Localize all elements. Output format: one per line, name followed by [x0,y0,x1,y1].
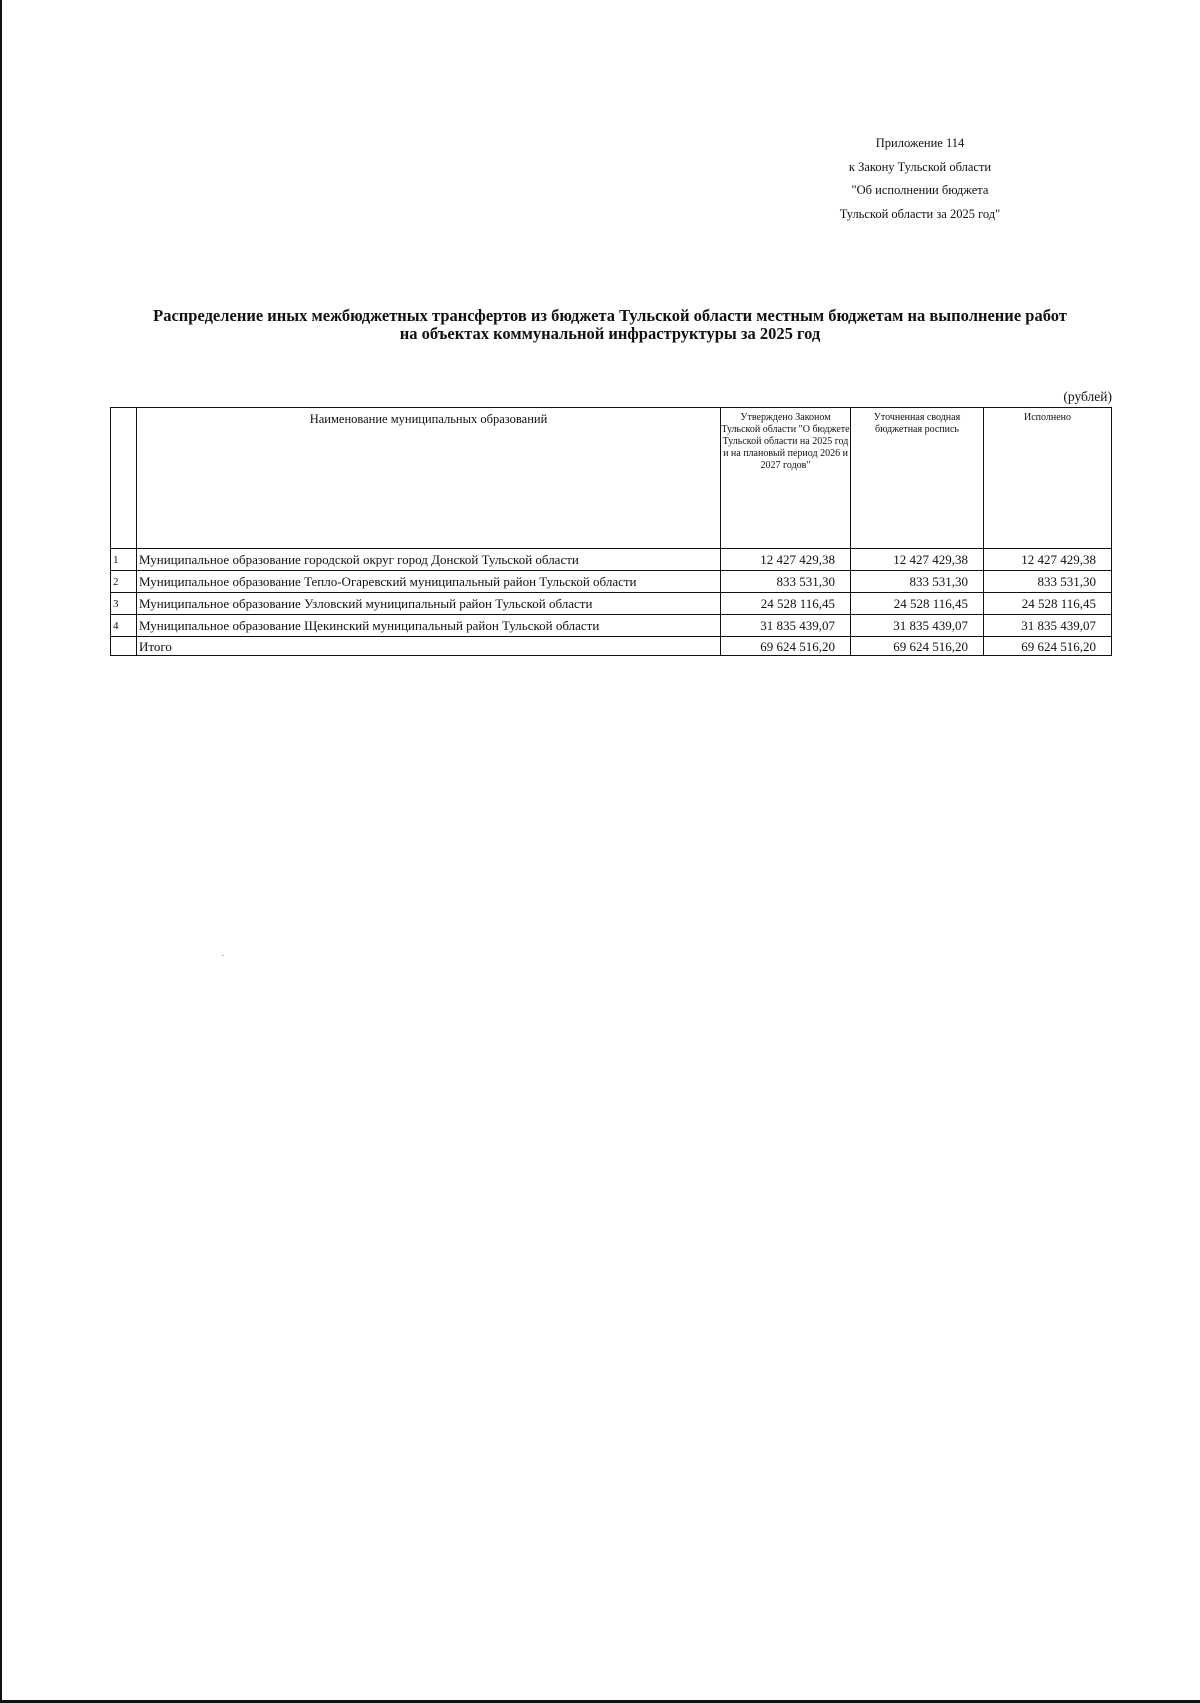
row-executed: 833 531,30 [984,571,1112,593]
total-revised: 69 624 516,20 [851,637,984,656]
appendix-line-2: к Закону Тульской области [848,159,992,174]
unit-label: (рублей) [1063,389,1112,404]
appendix-note [790,132,1050,226]
row-name: Муниципальное образование городской округ город Донской Тульской области [137,549,721,571]
row-number: 4 [111,615,137,637]
scan-speck [222,955,224,956]
table-total-row [111,637,1112,656]
table-row [111,615,1112,637]
header-executed: Исполнено [984,408,1112,549]
table-row [111,593,1112,615]
row-approved: 31 835 439,07 [721,615,851,637]
row-number: 2 [111,571,137,593]
title-line-2: на объектах коммунальной инфраструктуры за 2025 год [399,324,821,343]
row-name: Муниципальное образование Тепло-Огаревский муниципальный район Тульской области [137,571,721,593]
row-approved: 12 427 429,38 [721,549,851,571]
row-executed: 12 427 429,38 [984,549,1112,571]
transfers-table [110,407,1112,656]
table-row [111,549,1112,571]
row-revised: 31 835 439,07 [851,615,984,637]
total-label: Итого [137,637,721,656]
document-title [100,307,1120,343]
row-executed: 31 835 439,07 [984,615,1112,637]
row-approved: 833 531,30 [721,571,851,593]
total-approved: 69 624 516,20 [721,637,851,656]
header-approved: Утверждено Законом Тульской области "О бюджете Тульской области на 2025 год и на плановый период 2026 и 2027 годов" [721,408,851,549]
total-executed: 69 624 516,20 [984,637,1112,656]
title-line-1: Распределение иных межбюджетных трансфертов из бюджета Тульской области местным бюджетам на выполнение работ [153,306,1067,325]
appendix-line-3: "Об исполнении бюджета [851,183,989,197]
row-revised: 833 531,30 [851,571,984,593]
header-revised: Уточненная сводная бюджетная роспись [851,408,984,549]
header-number [111,408,137,549]
row-name: Муниципальное образование Щекинский муниципальный район Тульской области [137,615,721,637]
header-name: Наименование муниципальных образований [137,408,721,549]
appendix-line-1: Приложение 114 [875,136,965,150]
row-executed: 24 528 116,45 [984,593,1112,615]
table-header-row [111,408,1112,549]
total-number [111,637,137,656]
row-name: Муниципальное образование Узловский муниципальный район Тульской области [137,593,721,615]
row-revised: 24 528 116,45 [851,593,984,615]
appendix-line-4: Тульской области за 2025 год" [839,206,1001,221]
row-approved: 24 528 116,45 [721,593,851,615]
row-number: 1 [111,549,137,571]
table-row [111,571,1112,593]
row-number: 3 [111,593,137,615]
row-revised: 12 427 429,38 [851,549,984,571]
